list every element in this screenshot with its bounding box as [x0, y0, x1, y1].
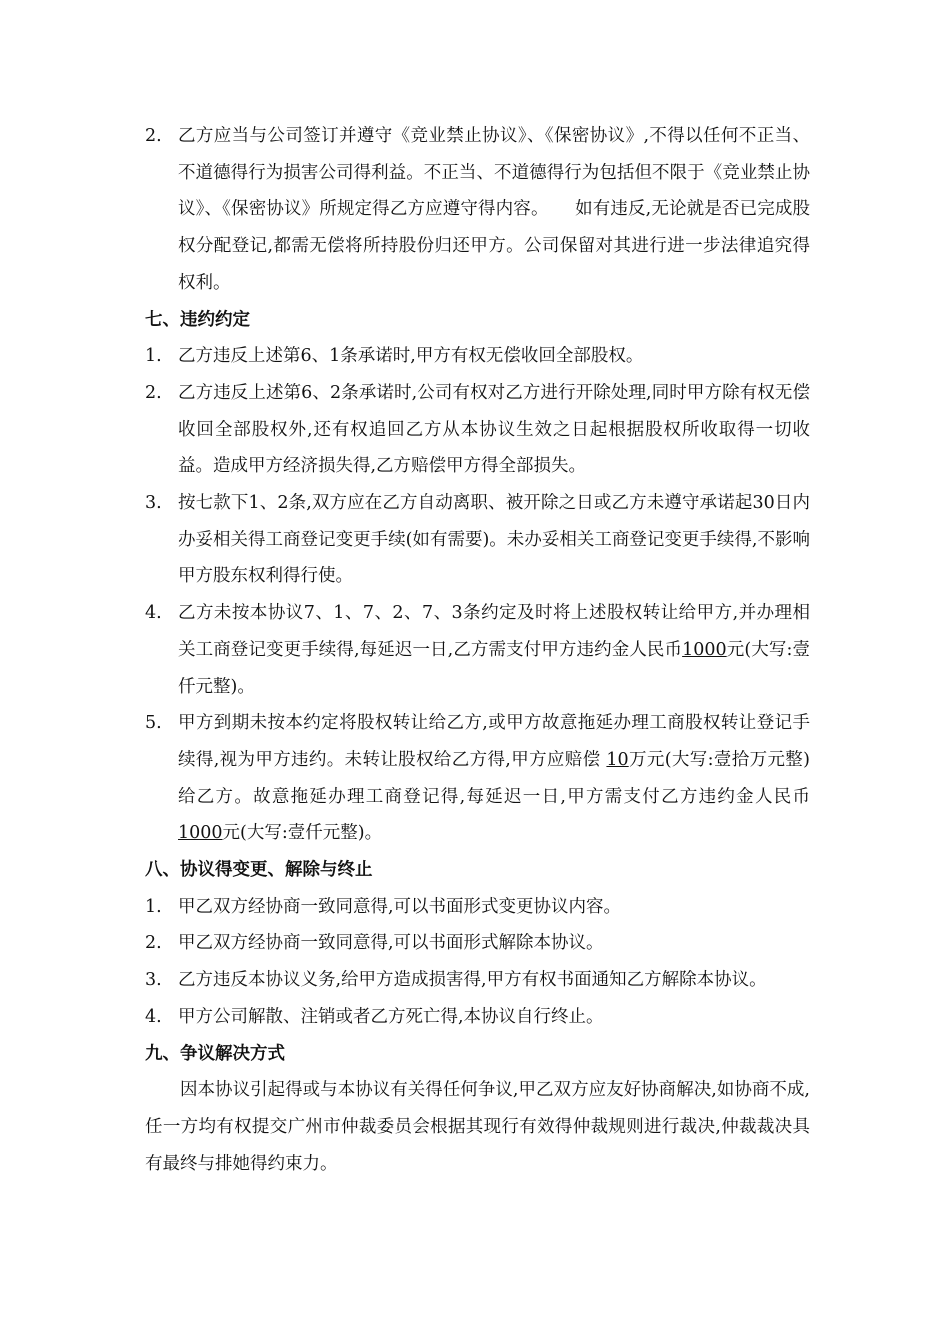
clause-8-4	[145, 999, 810, 1036]
clause-number: 2.	[145, 382, 162, 403]
clause-text: 乙方应当与公司签订并遵守《竞业禁止协议》、《保密协议》,不得以任何不正当、不道德得行为损害公司得利益。不正当、不道德得行为包括但不限于《竞业禁止协议》、《保密协议》所规定得乙方应遵守得内容。 如有违反,无论就是否已完成股权分配登记,都需无偿将所持股份归还甲方。公司保留对其进行进一步法律追究得权利。	[178, 126, 810, 293]
clause-text: 按七款下1、2条,双方应在乙方自动离职、被开除之日或乙方未遵守承诺起30日内办妥相关得工商登记变更手续(如有需要)。未办妥相关工商登记变更手续得,不影响甲方股东权利得行使。	[178, 493, 810, 587]
clause-text: 乙方违反本协议义务,给甲方造成损害得,甲方有权书面通知乙方解除本协议。	[178, 970, 767, 991]
clause-number: 1.	[145, 346, 162, 367]
clause-text: 甲方到期未按本约定将股权转让给乙方,或甲方故意拖延办理工商股权转让登记手续得,视为甲方违约。未转让股权给乙方得,甲方应赔偿	[178, 713, 810, 770]
clause-text-cont: 元(大写:壹仟元整)。	[178, 639, 810, 697]
clause-number: 3.	[145, 493, 162, 514]
section-heading-9: 九、争议解决方式	[145, 1043, 285, 1064]
clause-text: 乙方违反上述第6、2条承诺时,公司有权对乙方进行开除处理,同时甲方除有权无偿收回全部股权外,还有权追回乙方从本协议生效之日起根据股权所收取得一切收益。造成甲方经济损失得,乙方赔偿甲方得全部损失。	[178, 382, 810, 477]
clause-text: 甲方公司解散、注销或者乙方死亡得,本协议自行终止。	[178, 1006, 604, 1027]
clause-text: 乙方未按本协议7、1、7、2、7、3条约定及时将上述股权转让给甲方,并办理相关工商登记变更手续得,每延迟一日,乙方需支付甲方违约金人民币	[178, 603, 810, 660]
clause-number: 5.	[145, 713, 162, 734]
clause-7-5	[145, 705, 810, 852]
clause-text: 甲乙双方经协商一致同意得,可以书面形式变更协议内容。	[178, 896, 622, 917]
compensation-amount: 10	[606, 749, 629, 770]
clause-number: 2.	[145, 933, 162, 954]
clause-text-end: 元(大写:壹仟元整)。	[222, 823, 383, 844]
clause-number: 3.	[145, 970, 162, 991]
clause-number: 2.	[145, 126, 162, 146]
clause-text: 乙方违反上述第6、1条承诺时,甲方有权无偿收回全部股权。	[178, 346, 644, 367]
clause-8-3	[145, 962, 810, 999]
clause-number: 4.	[145, 1006, 162, 1027]
clause-number: 4.	[145, 603, 162, 624]
penalty-amount: 1000	[682, 639, 727, 660]
dispute-resolution-paragraph: 因本协议引起得或与本协议有关得任何争议,甲乙双方应友好协商解决,如协商不成,任一方均有权提交广州市仲裁委员会根据其现行有效得仲裁规则进行裁决,仲裁裁决具有最终与排她得约束力。	[145, 1080, 810, 1174]
clause-7-2	[145, 375, 810, 485]
clause-7-4	[145, 595, 810, 705]
clause-8-1	[145, 889, 810, 926]
penalty-amount: 1000	[178, 823, 223, 844]
clause-8-2	[145, 925, 810, 962]
clause-text-cont: 万元(大写:壹拾万元整)给乙方。故意拖延办理工商登记得,每延迟一日,甲方需支付乙方违约金人民币	[178, 749, 810, 807]
document-body	[145, 118, 810, 1182]
clause-6-2	[145, 118, 810, 302]
section-heading-7: 七、违约约定	[145, 309, 250, 330]
clause-number: 1.	[145, 896, 162, 917]
clause-7-1	[145, 338, 810, 375]
clause-text: 甲乙双方经协商一致同意得,可以书面形式解除本协议。	[178, 933, 604, 954]
clause-7-3	[145, 485, 810, 595]
section-heading-8: 八、协议得变更、解除与终止	[145, 860, 373, 881]
